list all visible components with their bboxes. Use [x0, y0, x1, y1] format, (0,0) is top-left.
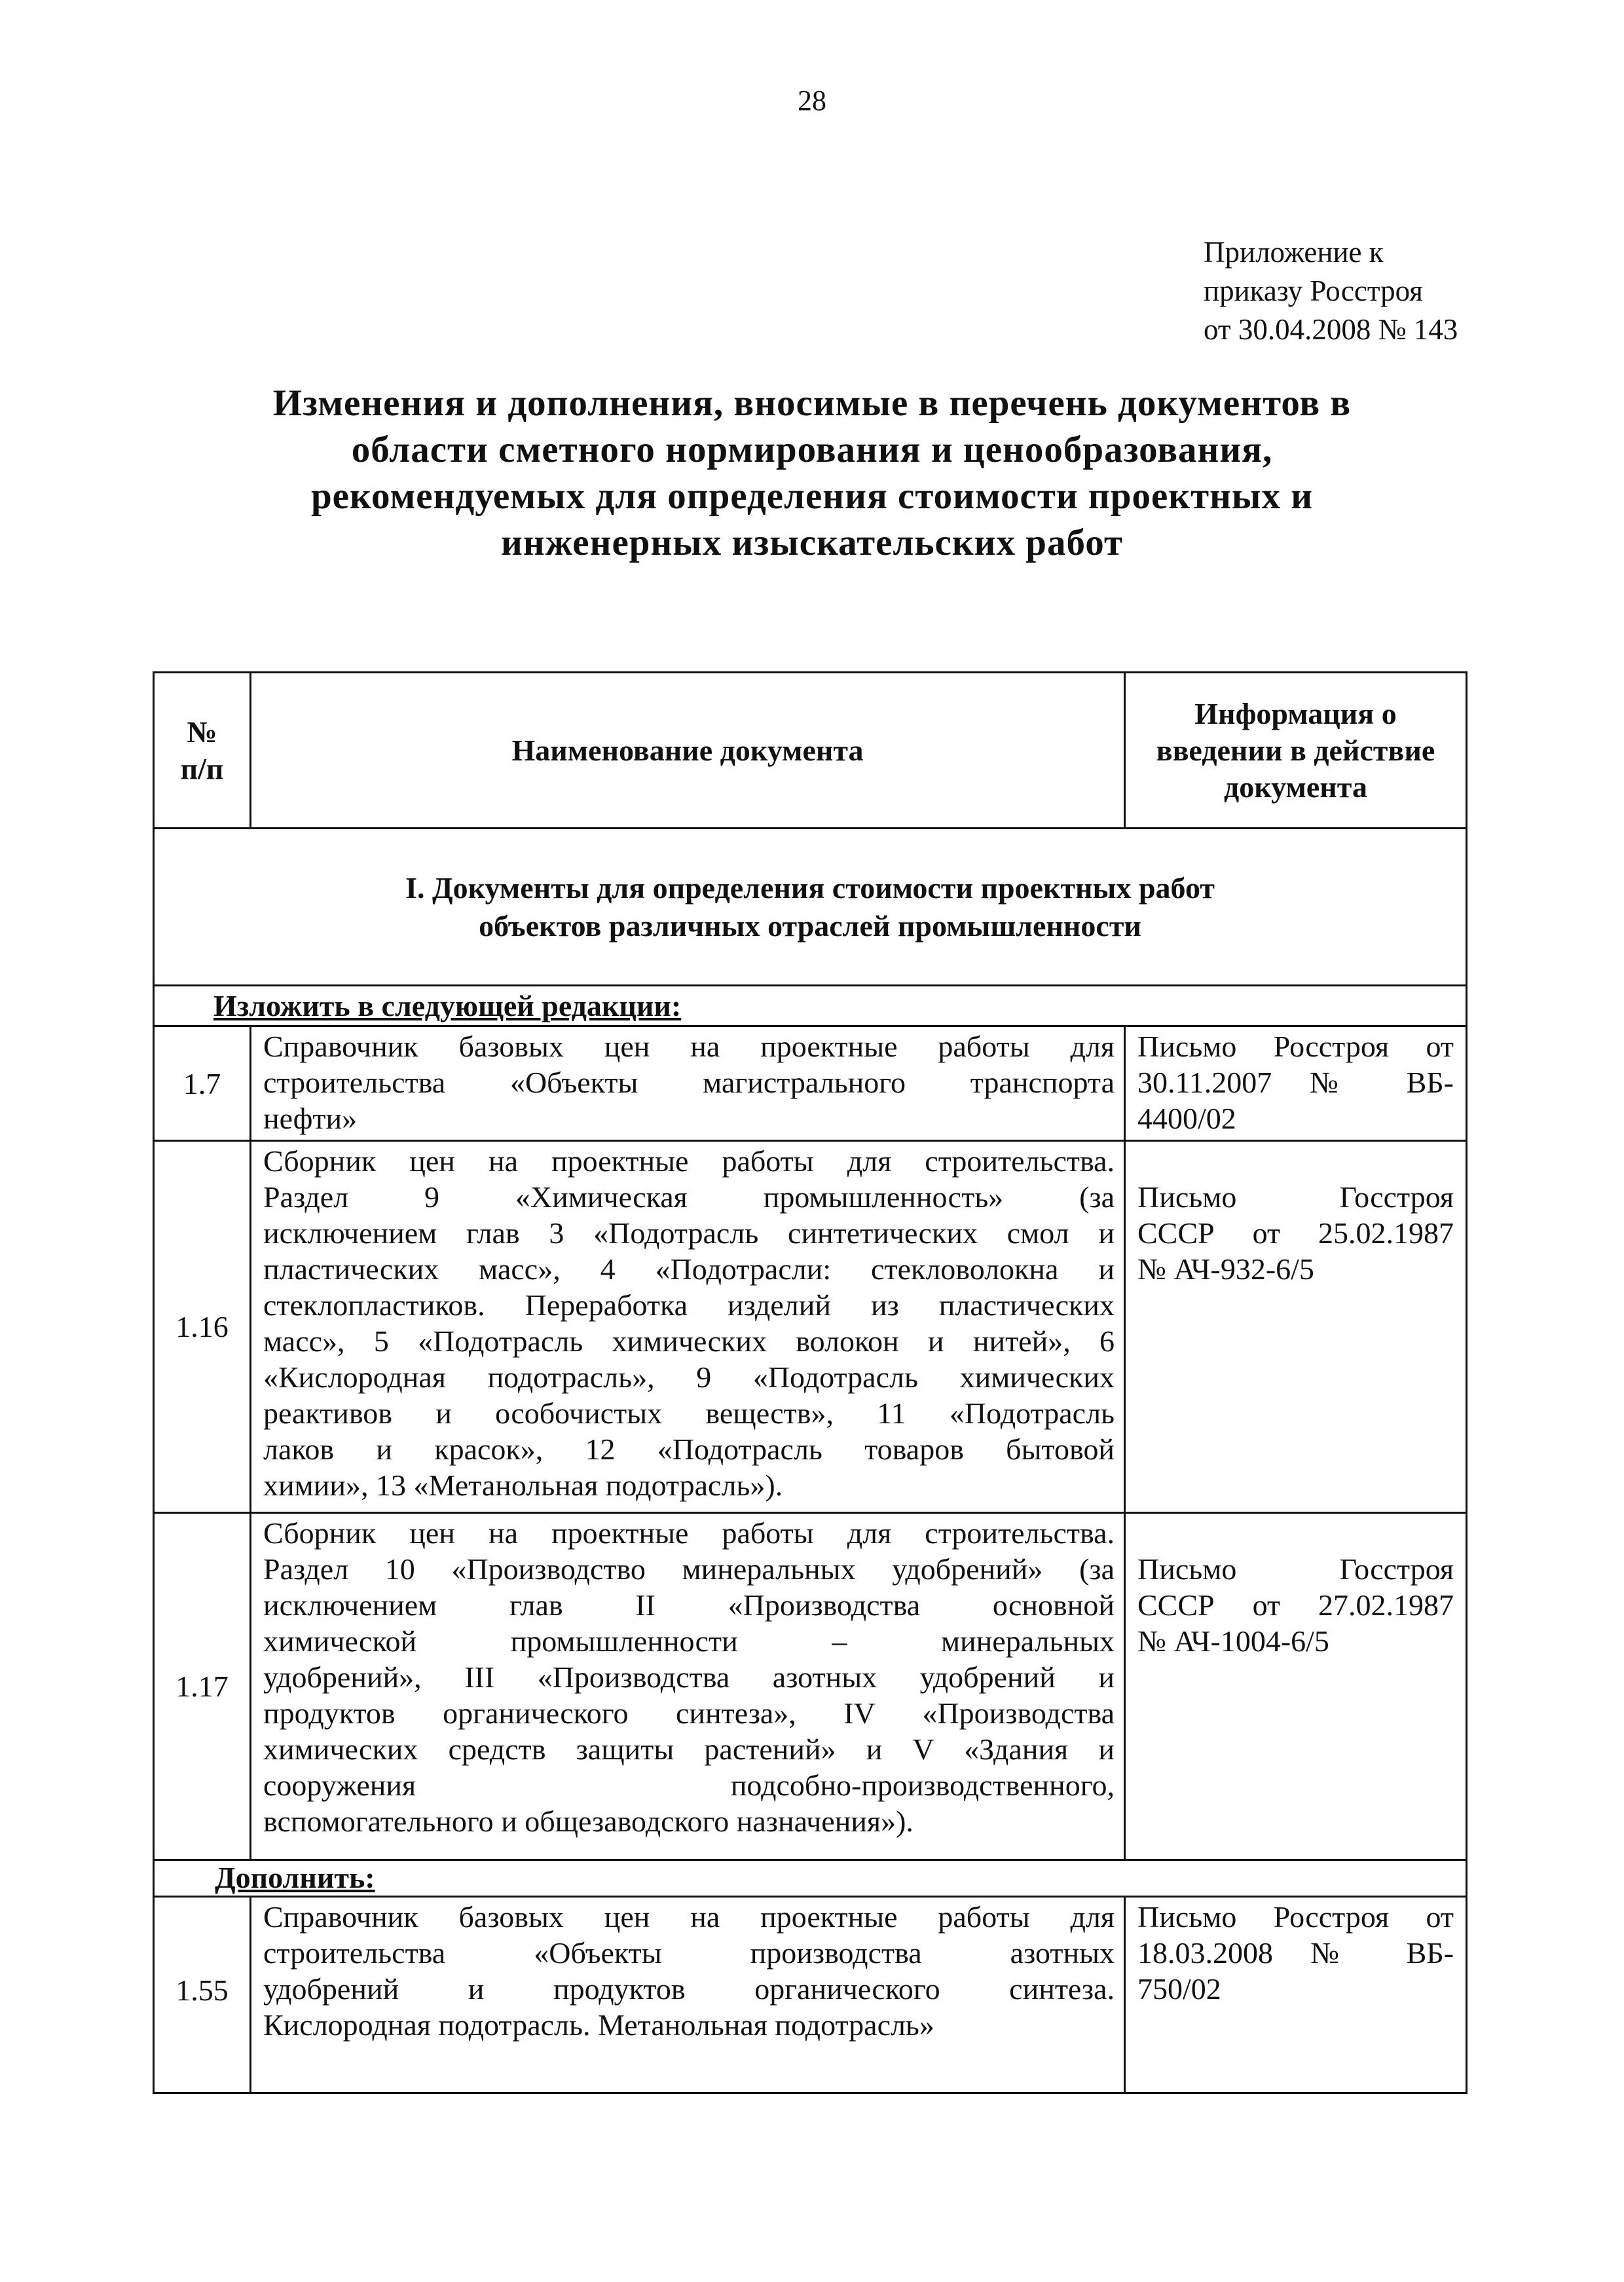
- name-line: Раздел 9 «Химическая промышленность» (за: [263, 1180, 1115, 1214]
- label-restate-text: Изложить в следующей редакции:: [213, 988, 682, 1022]
- table-row: [154, 1026, 1467, 1141]
- name-line: продуктов органического синтеза», IV «Производства: [263, 1696, 1115, 1730]
- info-line: 30.11.2007 № ВБ-: [1137, 1066, 1454, 1100]
- name-line: масс», 5 «Подотрасль химических волокон и нитей», 6: [263, 1324, 1115, 1358]
- row-number: 1.7: [154, 1026, 251, 1141]
- name-line: Справочник базовых цен на проектные работы для: [263, 1899, 1115, 1934]
- name-line: исключением глав 3 «Подотрасль синтетических смол и: [263, 1216, 1115, 1250]
- name-line: «Кислородная подотрасль», 9 «Подотрасль химических: [263, 1360, 1115, 1394]
- info-line: Письмо Росстроя от: [1137, 1899, 1454, 1934]
- info-line: СССР от 25.02.1987: [1137, 1216, 1454, 1250]
- section-heading-line: I. Документы для определения стоимости проектных работ: [405, 870, 1215, 905]
- name-line: Кислородная подотрасль. Метанольная подотрасль»: [263, 2008, 934, 2042]
- title-line: инженерных изыскательских работ: [501, 522, 1123, 563]
- table-header-row: [154, 673, 1467, 829]
- row-info: [1125, 1512, 1467, 1860]
- name-line: пластических масс», 4 «Подотрасли: стекловолокна и: [263, 1252, 1115, 1286]
- name-line: строительства «Объекты производства азотных: [263, 1936, 1115, 1970]
- header-info-line: документа: [1224, 770, 1367, 804]
- appendix-line: от 30.04.2008 № 143: [1204, 313, 1458, 346]
- name-line: удобрений и продуктов органического синтеза.: [263, 1972, 1115, 2006]
- appendix-reference: [1204, 233, 1596, 349]
- header-number-line: №: [187, 715, 217, 749]
- name-line: Раздел 10 «Производство минеральных удобрений» (за: [263, 1552, 1115, 1586]
- header-info-line: введении в действие: [1156, 733, 1435, 767]
- document-title: [157, 380, 1467, 566]
- info-line: Письмо Росстроя от: [1137, 1030, 1454, 1064]
- table-row: [154, 1896, 1467, 2093]
- info-line: № АЧ-1004-6/5: [1137, 1624, 1329, 1658]
- table-row: [154, 1141, 1467, 1512]
- header-info-line: Информация о: [1194, 696, 1397, 730]
- row-info: [1125, 1141, 1467, 1512]
- table-row: [154, 1512, 1467, 1860]
- info-line: 4400/02: [1137, 1102, 1236, 1136]
- info-line: № АЧ-932-6/5: [1137, 1252, 1314, 1286]
- header-number: [154, 673, 251, 829]
- name-line: вспомогательного и общезаводского назначения»).: [263, 1804, 913, 1838]
- row-info: [1125, 1026, 1467, 1141]
- name-line: химии», 13 «Метанольная подотрасль»).: [263, 1468, 783, 1503]
- name-line: реактивов и особочистых веществ», 11 «Подотрасль: [263, 1396, 1115, 1431]
- name-line: Сборник цен на проектные работы для строительства.: [263, 1144, 1115, 1178]
- header-info: [1125, 673, 1467, 829]
- documents-table: [153, 671, 1467, 2094]
- row-number: 1.17: [154, 1512, 251, 1860]
- row-document-name: [251, 1512, 1125, 1860]
- info-line: СССР от 27.02.1987: [1137, 1588, 1454, 1622]
- row-info: [1125, 1896, 1467, 2093]
- name-line: химической промышленности – минеральных: [263, 1624, 1115, 1658]
- name-line: лаков и красок», 12 «Подотрасль товаров бытовой: [263, 1432, 1115, 1467]
- title-line: области сметного нормирования и ценообразования,: [351, 429, 1273, 470]
- name-line: Справочник базовых цен на проектные работы для: [263, 1030, 1115, 1064]
- label-add: [154, 1860, 1467, 1896]
- name-line: Сборник цен на проектные работы для строительства.: [263, 1516, 1115, 1550]
- name-line: сооружения подсобно-производственного,: [263, 1768, 1115, 1802]
- name-line: строительства «Объекты магистрального транспорта: [263, 1066, 1115, 1100]
- label-row: [154, 986, 1467, 1026]
- title-line: рекомендуемых для определения стоимости проектных и: [310, 476, 1314, 517]
- info-line: 18.03.2008 № ВБ-: [1137, 1936, 1454, 1970]
- page-number: 28: [798, 84, 826, 117]
- section-heading-line: объектов различных отраслей промышленности: [479, 908, 1141, 943]
- row-document-name: [251, 1026, 1125, 1141]
- header-document-name: Наименование документа: [251, 673, 1125, 829]
- appendix-line: Приложение к: [1204, 236, 1384, 269]
- row-number: 1.55: [154, 1896, 251, 2093]
- section-row: [154, 829, 1467, 986]
- info-line: Письмо Госстроя: [1137, 1180, 1454, 1214]
- title-line: Изменения и дополнения, вносимые в перечень документов в: [272, 383, 1352, 424]
- appendix-line: приказу Росстроя: [1204, 274, 1423, 307]
- name-line: нефти»: [263, 1102, 358, 1136]
- row-document-name: [251, 1896, 1125, 2093]
- name-line: удобрений», III «Производства азотных удобрений и: [263, 1660, 1115, 1694]
- label-row: [154, 1860, 1467, 1896]
- info-line: 750/02: [1137, 1972, 1221, 2006]
- info-line: Письмо Госстроя: [1137, 1552, 1454, 1586]
- name-line: стеклопластиков. Переработка изделий из пластических: [263, 1288, 1115, 1322]
- label-add-text: Дополнить:: [215, 1861, 375, 1895]
- section-heading: [154, 829, 1467, 986]
- name-line: химических средств защиты растений» и V «Здания и: [263, 1732, 1115, 1766]
- row-number: 1.16: [154, 1141, 251, 1512]
- name-line: исключением глав II «Производства основной: [263, 1588, 1115, 1622]
- row-document-name: [251, 1141, 1125, 1512]
- header-number-line: п/п: [180, 751, 224, 785]
- label-restate: [154, 986, 1467, 1026]
